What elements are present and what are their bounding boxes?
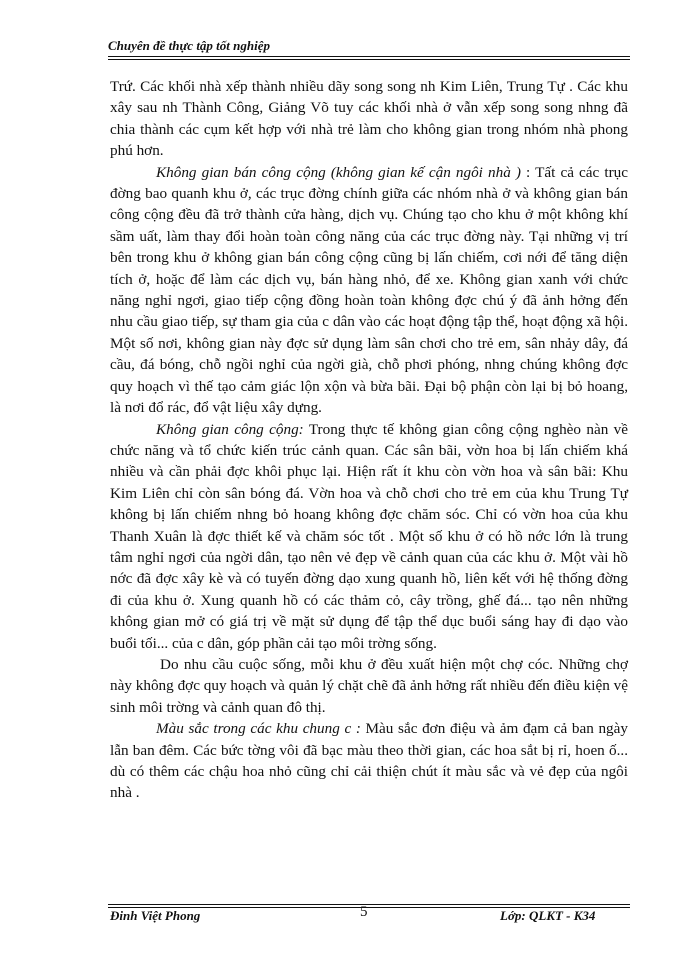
paragraph-public-space — [110, 419, 628, 654]
document-body — [110, 76, 628, 804]
header-rule — [108, 56, 630, 57]
running-header: Chuyên đề thực tập tốt nghiệp — [108, 38, 270, 53]
paragraph-text: Do nhu cầu cuộc sống, mỗi khu ở đều xuất hiện một chợ cóc. Những chợ này không đợc quy hoạch và quản lý chặt chẽ đã ảnh hởng rất nhiều đến điều kiện vệ sinh môi trờng và cảnh quan đô thị. — [110, 655, 628, 716]
paragraph-semi-public-space — [110, 162, 628, 419]
paragraph-text: Trứ. Các khối nhà xếp thành nhiều dãy song song nh Kim Liên, Trung Tự . Các khu xây sau nh Thành Công, Giảng Võ tuy các khối nhà ở vẫn xếp song song nhng đã chia thành các cụm kết hợp với nhà trẻ làm cho không gian trong nhóm nhà phong phú hơn. — [110, 78, 628, 160]
paragraph-text: Trong thực tế không gian công cộng nghèo nàn về chức năng và tổ chức kiến trúc cảnh quan. Các sân bãi, vờn hoa bị lấn chiếm khá nhiều và cần phải đợc khôi phục lại. Hiện rất ít khu còn vờn hoa và sân bãi: Khu Kim Liên chỉ còn sân bóng đá. Vờn hoa và chỗ chơi cho trẻ em của khu Trung Tự không bị lấn chiếm nhng bỏ hoang không đợc chăm sóc. Chỉ có vờn hoa của khu Thanh Xuân là đợc thiết kế và chăm sóc tốt . Một số khu ở có hồ nớc lớn là trung tâm nghỉ ngơi của ngời dân, tạo nên vẻ đẹp về cảnh quan của các khu ở. Một vài hồ nớc đã đợc xây kè và có tuyến đờng dạo xung quanh hồ, liên kết với hệ thống đờng đi của khu ở. Xung quanh hồ có các thảm cỏ, cây trồng, ghế đá... tạo nên những không gian mở có giá trị về mặt sử dụng để tập thể dục buổi sáng hay đi dạo vào buổi tối... của c dân, góp phần cải tạo môi trờng sống. — [110, 420, 629, 652]
paragraph-text: Màu sắc đơn điệu và ảm đạm cả ban ngày lẫn ban đêm. Các bức tờng vôi đã bạc màu theo thời gian, các hoa sắt bị rỉ, hoen ố... dù có thêm các chậu hoa nhỏ cũng chỉ cải thiện chút ít màu sắc và vẻ đẹp của ngôi nhà . — [110, 720, 628, 802]
paragraph-text: : Tất cả các trục đờng bao quanh khu ở, các trục đờng chính giữa các nhóm nhà ở và không gian bán công cộng đều đã trở thành cửa hàng, dịch vụ. Chúng tạo cho khu ở một không khí sầm uất, làm thay đổi hoàn toàn công năng của các trục đờng này. Tại những vị trí bên trong khu ở không gian bán công cộng cũng bị lấn chiếm, cơi nới để tăng diện tích ở, hoặc để làm các dịch vụ, bán hàng nhỏ, để xe. Không gian xanh với chức năng nghỉ ngơi, giao tiếp cộng đồng hoàn toàn không đợc chú ý đã ảnh hởng đến nhu cầu giao tiếp, sự tham gia của c dân vào các hoạt động tập thể, hoạt động xã hội. Một số nơi, không gian này đợc sử dụng làm sân chơi cho trẻ em, sân nhảy dây, đá cầu, đá bóng, chỗ ngồi nghỉ của ngời già, chỗ phơi phóng, nhng chúng không đợc quy hoạch vì thế tạo cảm giác lộn xộn và bừa bãi. Đại bộ phận còn lại bị bỏ hoang, là nơi đổ rác, đổ vật liệu xây dựng. — [110, 163, 628, 417]
paragraph-heading: Không gian công cộng: — [156, 420, 304, 438]
paragraph-heading: Màu sắc trong các khu chung c : — [156, 720, 361, 738]
paragraph-heading: Không gian bán công cộng (không gian kế cận ngôi nhà ) — [156, 163, 521, 181]
paragraph-continuation — [110, 76, 628, 162]
header-rule-double — [108, 59, 630, 60]
footer-class: Lớp: QLKT - K34 — [500, 908, 596, 923]
paragraph-colors — [110, 718, 628, 804]
paragraph-markets — [110, 654, 628, 718]
footer-author: Đinh Việt Phong — [110, 908, 201, 923]
footer-rule — [108, 904, 630, 905]
page-number: 5 — [360, 904, 368, 920]
